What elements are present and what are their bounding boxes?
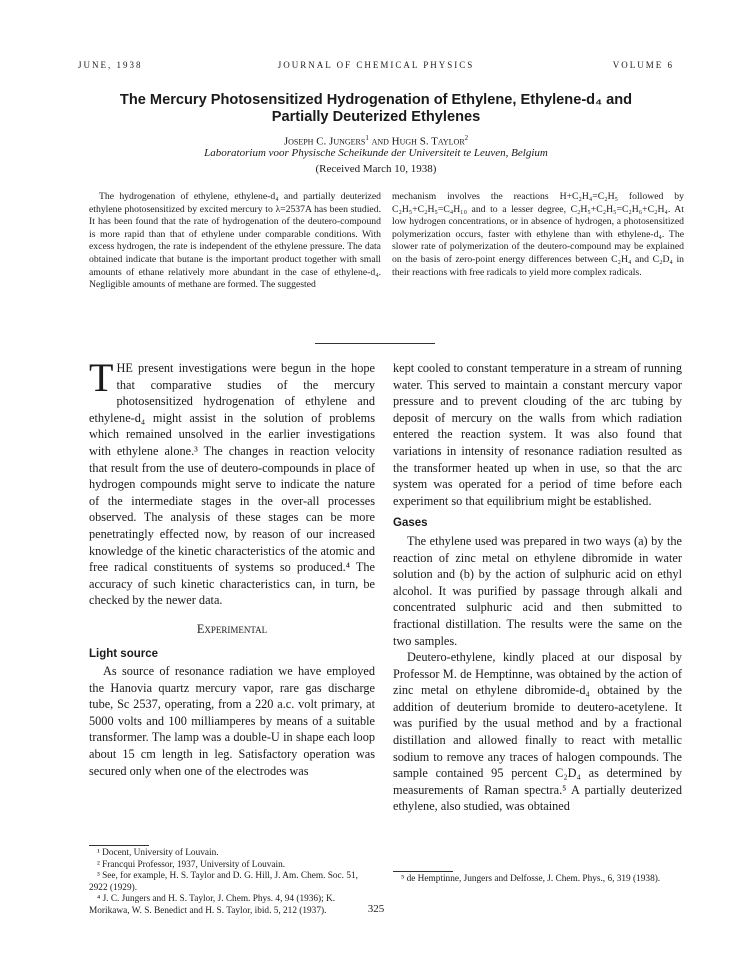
light-source-paragraph: As source of resonance radiation we have employed the Hanovia quartz mercury vapor, rare gas discharge tube, Sc 2537, operating, from a 220 a.c. volt primary, at 5000 volts and 100 milliamperes by means of a suitable transformer. The lamp was a double-U in shape each loop about 15 cm length in leg. Satisfactory operation was secured only when one of the electrodes was <box>89 664 375 778</box>
abstract-right-column: mechanism involves the reactions H+C₂H₄=C₂H₅ followed by C₂H₅+C₂H₅=C₄H₁₀ and to a lesser degree, C₂H₅+C₂H₅=C₂H₆+C₂H₄. At low hydrogen concentrations, or in absence of hydrogen, a photosensitized polymerization occurs, faster with ethylene than with ethylene-d₄. The slower rate of polymerization of the deutero-compound may be explained on the basis of zero-point energy differences between C₂H₄ and C₂D₄ in their reactions with free radicals to yield more complex radicals. <box>392 191 684 278</box>
drop-cap: T <box>89 355 114 400</box>
intro-paragraph <box>89 355 375 609</box>
light-source-heading: Light source <box>89 647 159 660</box>
gases-paragraph-2: Deutero-ethylene, kindly placed at our disposal by Professor M. de Hemptinne, was obtained by the action of zinc metal on ethylene dibromide-d₄ obtained by the addition of deuterium bromide to deutero-acetylene. It was purified by the usual method and by a fractional distillation and allowed finally to react with metallic sodium to remove any traces of halogen compounds. The sample contained 95 percent C₂D₄ as determined by measurements of Raman spectra.⁵ A partially deuterized ethylene, also studied, was obtained <box>393 650 682 814</box>
continuation-paragraph: kept cooled to constant temperature in a stream of running water. This served to maintain a constant mercury vapor pressure and to prevent clouding of the arc tubing by deposit of mercury on the walls from which radiation entered the reaction system. It was also found that variations in intensity of resonance radiation resulted as the transformer heated up when in use, so that the arc system was operated for a period of time before each experiment so that equilibrium might be established. <box>393 361 682 508</box>
body-right-column <box>393 360 682 815</box>
footnote-1: ¹ Docent, University of Louvain. <box>97 848 219 858</box>
footnote-rule-left <box>89 845 149 846</box>
body-left-column <box>89 355 375 779</box>
author-1-footnote-mark: 1 <box>365 134 369 142</box>
title-line-2: Partially Deuterized Ethylenes <box>271 109 481 125</box>
title-line-1: The Mercury Photosensitized Hydrogenation of Ethylene, Ethylene-d₄ and <box>119 92 633 108</box>
footnote-4: ⁴ J. C. Jungers and H. S. Taylor, J. Chem. Phys. 4, 94 (1936); K. Morikawa, W. S. Benedict and H. S. Taylor, ibid. 5, 212 (1937). <box>89 894 336 916</box>
footnotes-right <box>393 874 682 886</box>
running-head <box>78 60 674 74</box>
experimental-heading: Experimental <box>196 621 268 636</box>
author-1: Joseph C. Jungers <box>283 135 366 148</box>
article-title <box>60 92 692 126</box>
header-journal: JOURNAL OF CHEMICAL PHYSICS <box>277 60 475 70</box>
gases-paragraph-1: The ethylene used was prepared in two ways (a) by the reaction of zinc metal on ethylene dibromide in water solution and (b) by the action of sulphuric acid on ethyl alcohol. It was purified by passage through alkali and concentrated sulphuric acid and then submitted to fractional distillation. The results were the same on the two samples. <box>393 533 682 648</box>
section-divider <box>315 343 435 344</box>
author-2: Hugh S. Taylor <box>391 135 465 148</box>
page-number: 325 <box>367 903 385 915</box>
author-conjunction: and <box>368 135 392 148</box>
header-date: JUNE, 1938 <box>78 60 143 70</box>
authors <box>0 131 752 149</box>
footnote-2: ² Francqui Professor, 1937, University of Louvain. <box>97 859 286 870</box>
received-date: (Received March 10, 1938) <box>315 163 437 175</box>
intro-text: HE present investigations were begun in the hope that comparative studies of the mercury photosensitized hydrogenation of ethylene and ethylene-d₄ might assist in the solution of problems which remained unsolved in the earlier investigations with ethylene alone.³ The changes in reaction velocity that result from the use of deutero-compounds in place of hydrogen compounds might serve to indicate the nature of the intermediate stages in the over-all processes observed. The analysis of these stages can be more penetratingly effected now, by reason of our increased knowledge of the kinetic characteristics of the atomic and free radical constituents of systems so produced.⁴ The accuracy of such kinetic characteristics can, in turn, be checked by the newer data. <box>89 361 375 608</box>
footnote-3: ³ See, for example, H. S. Taylor and D. G. Hill, J. Am. Chem. Soc. 51, 2922 (1929). <box>89 871 358 893</box>
affiliation: Laboratorium voor Physische Scheikunde der Universiteit te Leuven, Belgium <box>204 147 548 159</box>
abstract-left-column: The hydrogenation of ethylene, ethylene-d₄ and partially deuterized ethylene photosensitized by excited mercury to λ=2537A has been studied. It has been found that the rate of hydrogenation of the deutero-compound is more rapid than that of ethylene under comparable conditions. With excess hydrogen, the rate is independent of the ethylene pressure. The data obtained indicate that butane is the important product together with small amounts of ethane relatively more abundant in the case of ethylene-d₄. Negligible amounts of methane are formed. The suggested <box>89 191 381 291</box>
author-2-footnote-mark: 2 <box>464 134 469 142</box>
header-volume: VOLUME 6 <box>612 60 674 70</box>
footnote-rule-right <box>393 871 453 872</box>
gases-heading: Gases <box>393 517 428 530</box>
footnote-5: ⁵ de Hemptinne, Jungers and Delfosse, J. Chem. Phys., 6, 319 (1938). <box>401 874 661 884</box>
